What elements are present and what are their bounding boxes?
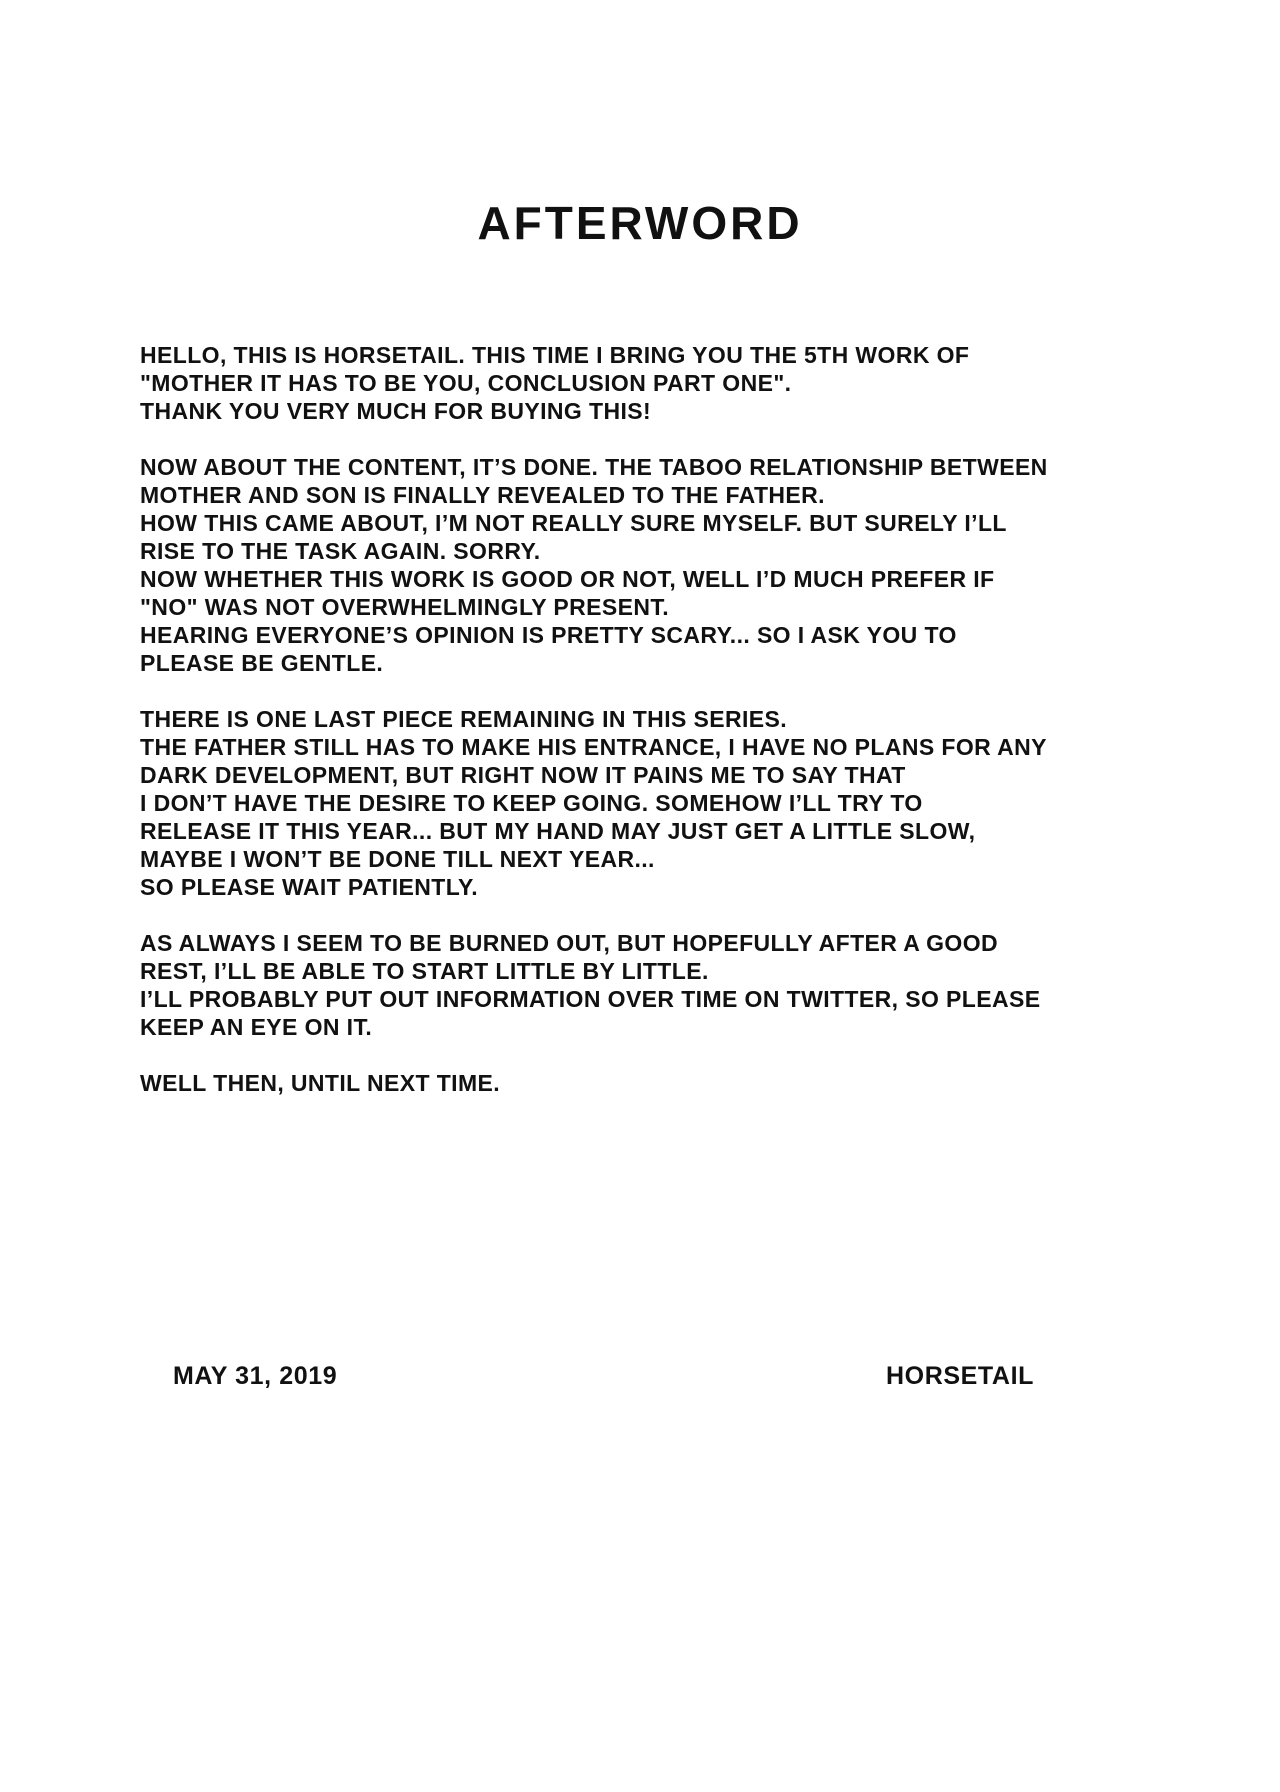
- text-line: HEARING EVERYONE’S OPINION IS PRETTY SCARY... SO I ASK YOU TO: [140, 622, 957, 648]
- text-line: NOW WHETHER THIS WORK IS GOOD OR NOT, WELL I’D MUCH PREFER IF: [140, 566, 995, 592]
- footer-date: MAY 31, 2019: [173, 1362, 338, 1390]
- text-line: "MOTHER IT HAS TO BE YOU, CONCLUSION PART ONE".: [140, 370, 792, 396]
- paragraph: [140, 341, 1180, 425]
- text-line: THANK YOU VERY MUCH FOR BUYING THIS!: [140, 398, 652, 424]
- text-line: WELL THEN, UNTIL NEXT TIME.: [140, 1070, 501, 1096]
- text-line: KEEP AN EYE ON IT.: [140, 1014, 373, 1040]
- text-line: AS ALWAYS I SEEM TO BE BURNED OUT, BUT HOPEFULLY AFTER A GOOD: [140, 930, 999, 956]
- paragraph: [140, 1069, 1180, 1097]
- text-line: I’LL PROBABLY PUT OUT INFORMATION OVER TIME ON TWITTER, SO PLEASE: [140, 986, 1041, 1012]
- text-line: THERE IS ONE LAST PIECE REMAINING IN THIS SERIES.: [140, 706, 788, 732]
- text-line: "NO" WAS NOT OVERWHELMINGLY PRESENT.: [140, 594, 670, 620]
- afterword-body: [140, 341, 1180, 1097]
- text-line: PLEASE BE GENTLE.: [140, 650, 384, 676]
- text-line: SO PLEASE WAIT PATIENTLY.: [140, 874, 479, 900]
- text-line: RELEASE IT THIS YEAR... BUT MY HAND MAY JUST GET A LITTLE SLOW,: [140, 818, 976, 844]
- text-line: MAYBE I WON’T BE DONE TILL NEXT YEAR...: [140, 846, 655, 872]
- text-line: DARK DEVELOPMENT, BUT RIGHT NOW IT PAINS ME TO SAY THAT: [140, 762, 906, 788]
- text-line: HELLO, THIS IS HORSETAIL. THIS TIME I BRING YOU THE 5TH WORK OF: [140, 342, 970, 368]
- footer-signature: HORSETAIL: [886, 1362, 1034, 1390]
- paragraph: [140, 453, 1180, 677]
- text-line: NOW ABOUT THE CONTENT, IT’S DONE. THE TABOO RELATIONSHIP BETWEEN: [140, 454, 1048, 480]
- text-line: THE FATHER STILL HAS TO MAKE HIS ENTRANCE, I HAVE NO PLANS FOR ANY: [140, 734, 1047, 760]
- paragraph: [140, 705, 1180, 901]
- text-line: REST, I’LL BE ABLE TO START LITTLE BY LITTLE.: [140, 958, 709, 984]
- text-line: MOTHER AND SON IS FINALLY REVEALED TO THE FATHER.: [140, 482, 825, 508]
- paragraph: [140, 929, 1180, 1041]
- page-title: AFTERWORD: [477, 197, 803, 249]
- text-line: RISE TO THE TASK AGAIN. SORRY.: [140, 538, 541, 564]
- text-line: HOW THIS CAME ABOUT, I’M NOT REALLY SURE MYSELF. BUT SURELY I’LL: [140, 510, 1007, 536]
- text-line: I DON’T HAVE THE DESIRE TO KEEP GOING. SOMEHOW I’LL TRY TO: [140, 790, 923, 816]
